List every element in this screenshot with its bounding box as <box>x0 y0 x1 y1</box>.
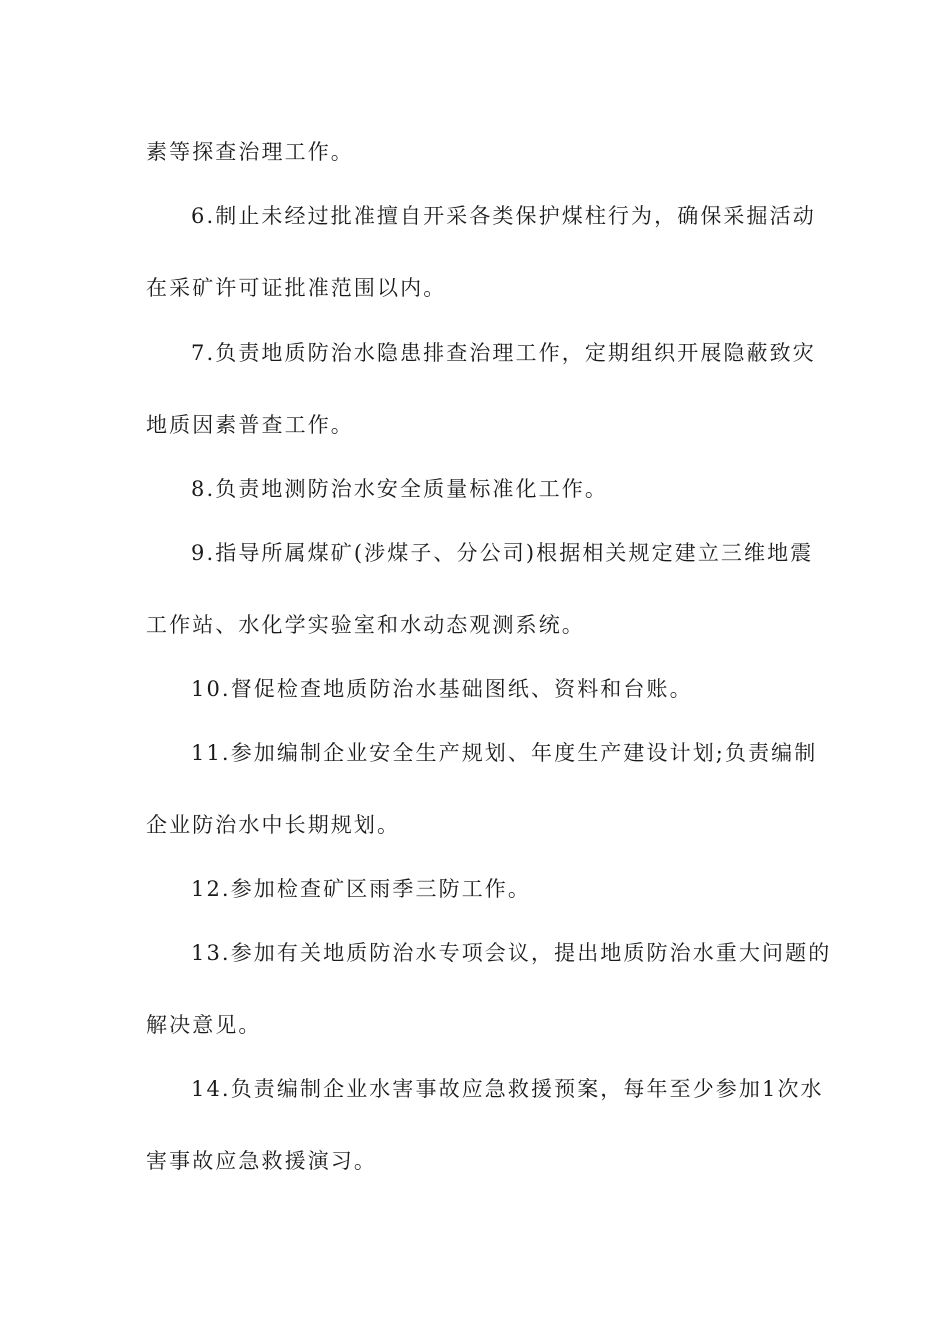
item-14-line-1: 14.负责编制企业水害事故应急救援预案，每年至少参加1次水 <box>191 1077 824 1101</box>
item-9-line-2: 工作站、水化学实验室和水动态观测系统。 <box>146 613 585 637</box>
item-14-line-2: 害事故应急救援演习。 <box>146 1149 377 1173</box>
item-11-line-1: 11.参加编制企业安全生产规划、年度生产建设计划;负责编制 <box>191 741 818 765</box>
item-13-line-2: 解决意见。 <box>146 1013 262 1037</box>
item-6-line-1: 6.制止未经过批准擅自开采各类保护煤柱行为，确保采掘活动 <box>191 204 816 228</box>
item-8-line-1: 8.负责地测防治水安全质量标准化工作。 <box>191 477 608 501</box>
item-12-line-1: 12.参加检查矿区雨季三防工作。 <box>191 877 531 901</box>
item-13-line-1: 13.参加有关地质防治水专项会议，提出地质防治水重大问题的 <box>191 941 832 965</box>
item-6-line-2: 在采矿许可证批准范围以内。 <box>146 276 447 300</box>
item-10-line-1: 10.督促检查地质防治水基础图纸、资料和台账。 <box>191 677 693 701</box>
item-9-line-1: 9.指导所属煤矿(涉煤子、分公司)根据相关规定建立三维地震 <box>191 541 814 565</box>
text-line-continuation: 素等探查治理工作。 <box>146 140 354 164</box>
item-7-line-1: 7.负责地质防治水隐患排查治理工作，定期组织开展隐蔽致灾 <box>191 341 816 365</box>
item-7-line-2: 地质因素普查工作。 <box>146 413 354 437</box>
item-11-line-2: 企业防治水中长期规划。 <box>146 813 401 837</box>
